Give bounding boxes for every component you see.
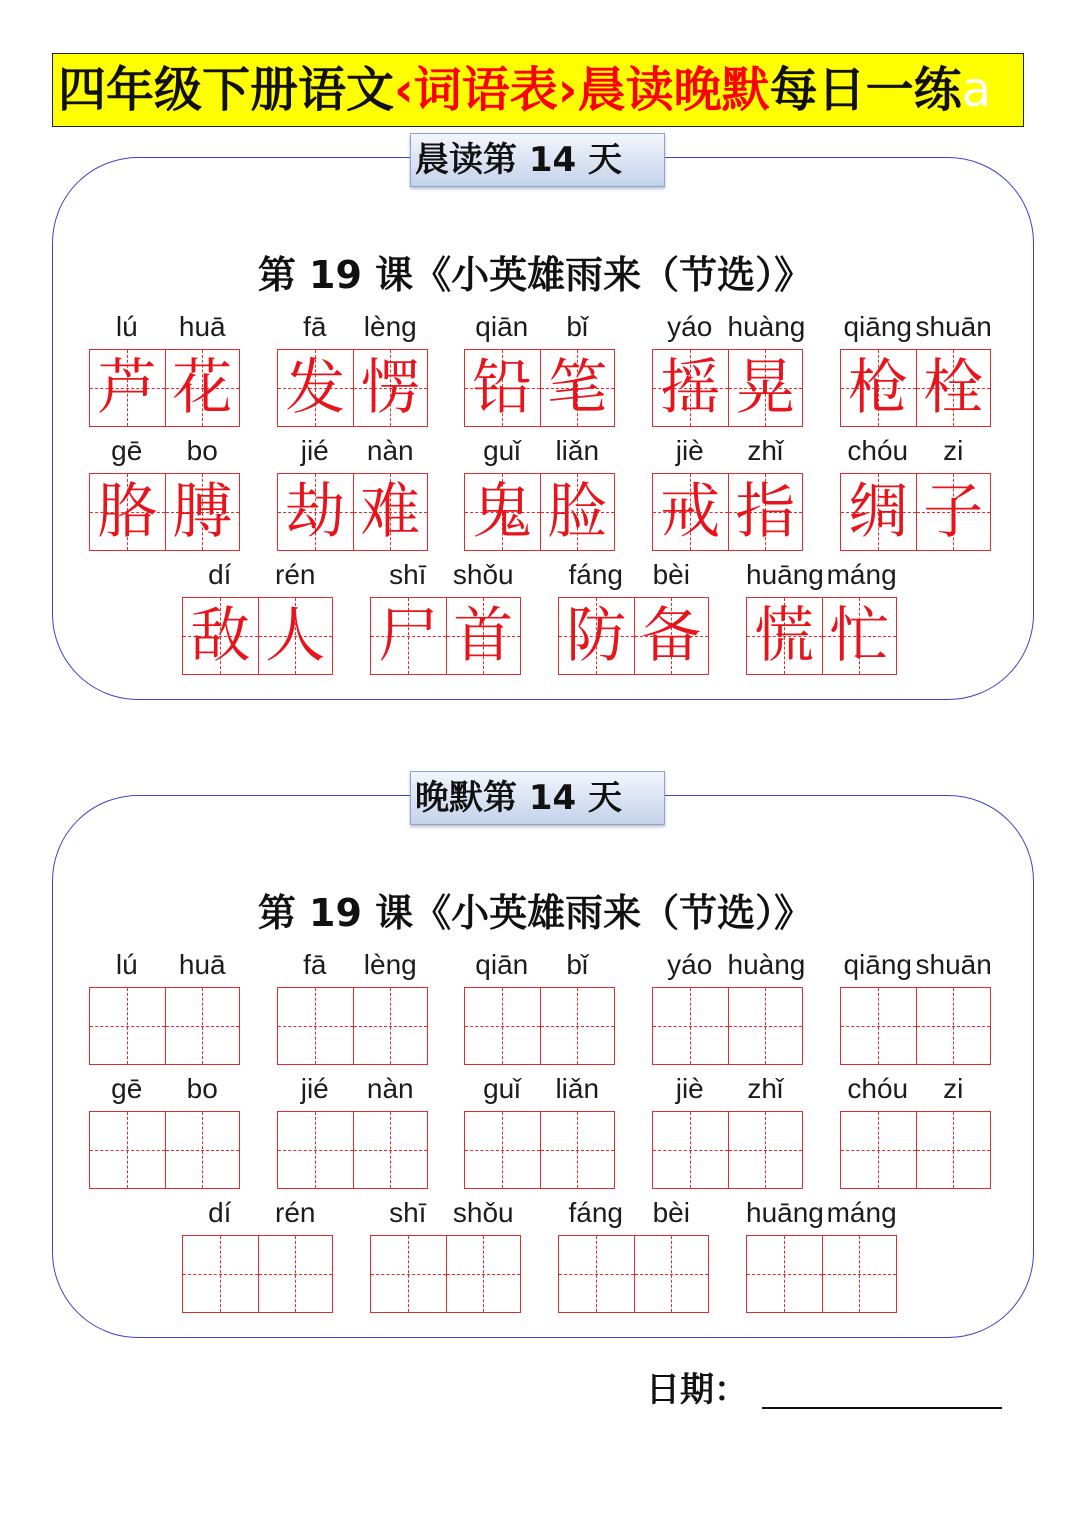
- pinyin-syllable: bo: [186, 435, 218, 466]
- tianzige-cell: [747, 1236, 822, 1312]
- tianzige-box: [746, 1235, 897, 1313]
- tianzige-box: [840, 349, 991, 427]
- page-banner: [52, 53, 1024, 127]
- hanzi-character: 发: [285, 353, 346, 423]
- tianzige-cell: [165, 1112, 240, 1188]
- tianzige-cell: [90, 1112, 165, 1188]
- hanzi-character: 劫: [285, 477, 346, 547]
- pinyin-syllable: chóu: [847, 435, 909, 466]
- tianzige-cell: [653, 350, 728, 426]
- tianzige-cell: [258, 598, 333, 674]
- tianzige-cell: [278, 1112, 353, 1188]
- pinyin-label: [89, 1073, 240, 1105]
- pinyin-syllable: shuān: [915, 311, 992, 342]
- word-item: [89, 949, 240, 1065]
- pinyin-label: [464, 311, 615, 343]
- pinyin-label: [182, 559, 333, 591]
- hanzi-character: 栓: [923, 353, 984, 423]
- tianzige-cell: [446, 598, 521, 674]
- hanzi-character: 防: [566, 601, 627, 671]
- hanzi-character: 花: [172, 353, 233, 423]
- tianzige-box: [370, 1235, 521, 1313]
- pinyin-label: [89, 435, 240, 467]
- tianzige-cell: [841, 350, 916, 426]
- tianzige-cell: [165, 350, 240, 426]
- word-item: [464, 949, 615, 1065]
- word-item: [277, 1073, 428, 1189]
- hanzi-character: 脸: [547, 477, 608, 547]
- tianzige-cell: [183, 1236, 258, 1312]
- pinyin-syllable: nàn: [366, 1073, 414, 1104]
- hanzi-character: 忙: [829, 601, 890, 671]
- tianzige-box: [464, 1111, 615, 1189]
- tianzige-box: [182, 1235, 333, 1313]
- section-tab: [410, 133, 665, 187]
- pinyin-label: [277, 311, 428, 343]
- pinyin-syllable: fáng: [568, 1197, 623, 1228]
- hanzi-character: 笔: [547, 353, 608, 423]
- pinyin-syllable: bǐ: [566, 311, 589, 342]
- pinyin-syllable: jié: [300, 435, 329, 466]
- word-grid: [0, 133, 1080, 703]
- pinyin-label: [652, 1073, 803, 1105]
- tianzige-cell: [540, 1112, 615, 1188]
- pinyin-label: [277, 435, 428, 467]
- pinyin-label: [558, 1197, 709, 1229]
- banner-title-tail: a: [961, 62, 992, 118]
- hanzi-character: 指: [735, 477, 796, 547]
- pinyin-label: [464, 435, 615, 467]
- hanzi-character: 戒: [660, 477, 721, 547]
- tianzige-cell: [371, 1236, 446, 1312]
- pinyin-syllable: huā: [178, 949, 226, 980]
- tianzige-cell: [183, 598, 258, 674]
- pinyin-syllable: lú: [115, 949, 138, 980]
- pinyin-label: [652, 435, 803, 467]
- tianzige-cell: [278, 988, 353, 1064]
- tianzige-box: [652, 987, 803, 1065]
- pinyin-syllable: lèng: [363, 311, 417, 342]
- hanzi-character: 晃: [735, 353, 796, 423]
- pinyin-syllable: fā: [303, 949, 327, 980]
- hanzi-character: 铅: [472, 353, 533, 423]
- pinyin-syllable: shī: [389, 559, 427, 590]
- tianzige-cell: [653, 988, 728, 1064]
- tianzige-cell: [841, 474, 916, 550]
- tianzige-box: [840, 473, 991, 551]
- pinyin-syllable: zhǐ: [747, 1073, 784, 1104]
- tianzige-cell: [728, 1112, 803, 1188]
- hanzi-character: 愣: [360, 353, 421, 423]
- tianzige-cell: [446, 1236, 521, 1312]
- pinyin-syllable: zi: [943, 435, 964, 466]
- pinyin-syllable: jiè: [675, 1073, 704, 1104]
- pinyin-label: [746, 1197, 897, 1229]
- hanzi-character: 鬼: [472, 477, 533, 547]
- tianzige-cell: [90, 474, 165, 550]
- hanzi-character: 慌: [754, 601, 815, 671]
- banner-title-part: 每日一练: [769, 62, 962, 118]
- tianzige-box: [277, 473, 428, 551]
- tianzige-cell: [634, 1236, 709, 1312]
- tianzige-cell: [353, 1112, 428, 1188]
- tianzige-box: [558, 1235, 709, 1313]
- lesson-title: 第 19 课《小英雄雨来（节选）》: [257, 891, 813, 935]
- pinyin-syllable: huàng: [727, 949, 806, 980]
- pinyin-syllable: bo: [186, 1073, 218, 1104]
- word-item: [746, 1197, 897, 1313]
- hanzi-character: 子: [923, 477, 984, 547]
- word-item: [652, 949, 806, 1065]
- word-item: [652, 1073, 803, 1189]
- word-item: [840, 311, 991, 427]
- word-item: [89, 1073, 240, 1189]
- tianzige-cell: [540, 474, 615, 550]
- tianzige-cell: [728, 350, 803, 426]
- pinyin-syllable: jiè: [675, 435, 704, 466]
- word-item: [370, 559, 521, 675]
- pinyin-syllable: huàng: [727, 311, 806, 342]
- pinyin-syllable: shǒu: [452, 1197, 514, 1228]
- tianzige-box: [89, 473, 240, 551]
- pinyin-syllable: gē: [111, 1073, 143, 1104]
- tianzige-cell: [916, 350, 991, 426]
- pinyin-syllable: huā: [178, 311, 226, 342]
- pinyin-syllable: yáo: [667, 311, 713, 342]
- word-grid: [0, 771, 1080, 1341]
- word-item: [558, 1197, 709, 1313]
- pinyin-syllable: zi: [943, 1073, 964, 1104]
- tianzige-box: [464, 349, 615, 427]
- pinyin-label: [464, 949, 615, 981]
- tianzige-cell: [747, 598, 822, 674]
- hanzi-character: 尸: [378, 601, 439, 671]
- tianzige-cell: [540, 350, 615, 426]
- word-item: [89, 435, 240, 551]
- pinyin-label: [370, 1197, 521, 1229]
- hanzi-character: 膊: [172, 477, 233, 547]
- tianzige-cell: [540, 988, 615, 1064]
- word-item: [840, 949, 991, 1065]
- word-item: [652, 435, 803, 551]
- tianzige-cell: [728, 474, 803, 550]
- tianzige-box: [652, 473, 803, 551]
- word-item: [89, 311, 240, 427]
- section-tab: [410, 771, 665, 825]
- tianzige-cell: [258, 1236, 333, 1312]
- word-item: [277, 311, 428, 427]
- pinyin-syllable: lèng: [363, 949, 417, 980]
- word-item: [464, 1073, 615, 1189]
- tianzige-cell: [916, 988, 991, 1064]
- tianzige-cell: [653, 474, 728, 550]
- pinyin-syllable: shǒu: [452, 559, 514, 590]
- word-item: [840, 435, 991, 551]
- tianzige-box: [652, 1111, 803, 1189]
- pinyin-syllable: guǐ: [483, 435, 521, 466]
- pinyin-label: [464, 1073, 615, 1105]
- tianzige-box: [464, 987, 615, 1065]
- pinyin-syllable: máng: [826, 1197, 897, 1228]
- pinyin-syllable: nàn: [366, 435, 414, 466]
- word-item: [746, 559, 897, 675]
- section-tab-label: 晚默第 14 天: [415, 778, 622, 818]
- hanzi-character: 人: [265, 601, 326, 671]
- pinyin-label: [840, 949, 991, 981]
- pinyin-syllable: fáng: [568, 559, 623, 590]
- date-blank-line: [762, 1407, 1002, 1409]
- section-tab-label: 晨读第 14 天: [415, 140, 622, 180]
- pinyin-label: [652, 311, 806, 343]
- pinyin-syllable: qiān: [475, 311, 529, 342]
- pinyin-syllable: liǎn: [555, 1073, 600, 1104]
- tianzige-cell: [278, 474, 353, 550]
- tianzige-box: [277, 349, 428, 427]
- hanzi-character: 摇: [660, 353, 721, 423]
- pinyin-label: [840, 1073, 991, 1105]
- word-item: [652, 311, 806, 427]
- tianzige-box: [840, 1111, 991, 1189]
- pinyin-syllable: máng: [826, 559, 897, 590]
- pinyin-syllable: rén: [275, 1197, 316, 1228]
- hanzi-character: 芦: [97, 353, 158, 423]
- tianzige-box: [652, 349, 803, 427]
- lesson-title: 第 19 课《小英雄雨来（节选）》: [257, 253, 813, 297]
- pinyin-syllable: huāng: [746, 559, 824, 590]
- word-item: [558, 559, 709, 675]
- pinyin-label: [370, 559, 521, 591]
- tianzige-cell: [353, 988, 428, 1064]
- banner-title-highlight: ‹词语表›晨读晚默: [394, 62, 770, 118]
- tianzige-cell: [465, 474, 540, 550]
- tianzige-box: [840, 987, 991, 1065]
- tianzige-box: [558, 597, 709, 675]
- tianzige-box: [277, 987, 428, 1065]
- pinyin-syllable: rén: [275, 559, 316, 590]
- tianzige-cell: [822, 598, 897, 674]
- pinyin-label: [840, 435, 991, 467]
- tianzige-cell: [634, 598, 709, 674]
- pinyin-label: [89, 311, 240, 343]
- pinyin-syllable: guǐ: [483, 1073, 521, 1104]
- tianzige-cell: [916, 1112, 991, 1188]
- pinyin-syllable: huāng: [746, 1197, 824, 1228]
- pinyin-syllable: zhǐ: [747, 435, 784, 466]
- tianzige-cell: [465, 1112, 540, 1188]
- pinyin-syllable: jié: [300, 1073, 329, 1104]
- pinyin-label: [746, 559, 897, 591]
- tianzige-cell: [559, 1236, 634, 1312]
- pinyin-label: [840, 311, 991, 343]
- tianzige-cell: [916, 474, 991, 550]
- tianzige-cell: [653, 1112, 728, 1188]
- pinyin-syllable: lú: [115, 311, 138, 342]
- pinyin-label: [277, 1073, 428, 1105]
- pinyin-label: [89, 949, 240, 981]
- tianzige-cell: [278, 350, 353, 426]
- pinyin-syllable: liǎn: [555, 435, 600, 466]
- tianzige-box: [89, 1111, 240, 1189]
- pinyin-syllable: bèi: [652, 1197, 690, 1228]
- tianzige-cell: [559, 598, 634, 674]
- pinyin-syllable: chóu: [847, 1073, 909, 1104]
- hanzi-character: 备: [641, 601, 702, 671]
- tianzige-box: [89, 349, 240, 427]
- pinyin-syllable: shuān: [915, 949, 992, 980]
- pinyin-label: [277, 949, 428, 981]
- tianzige-cell: [90, 988, 165, 1064]
- banner-title-part: 四年级下册语文: [58, 62, 395, 118]
- tianzige-cell: [822, 1236, 897, 1312]
- tianzige-box: [370, 597, 521, 675]
- tianzige-cell: [371, 598, 446, 674]
- word-item: [182, 1197, 333, 1313]
- tianzige-cell: [165, 988, 240, 1064]
- morning-reading-section: [0, 133, 1080, 703]
- pinyin-syllable: fā: [303, 311, 327, 342]
- hanzi-character: 首: [453, 601, 514, 671]
- pinyin-label: [182, 1197, 333, 1229]
- tianzige-cell: [841, 988, 916, 1064]
- tianzige-cell: [841, 1112, 916, 1188]
- hanzi-character: 绸: [848, 477, 909, 547]
- pinyin-syllable: gē: [111, 435, 143, 466]
- evening-dictation-section: [0, 771, 1080, 1341]
- word-item: [277, 435, 428, 551]
- pinyin-syllable: qiāng: [843, 949, 912, 980]
- pinyin-label: [652, 949, 806, 981]
- word-item: [370, 1197, 521, 1313]
- tianzige-cell: [465, 988, 540, 1064]
- tianzige-box: [746, 597, 897, 675]
- word-item: [464, 311, 615, 427]
- tianzige-box: [89, 987, 240, 1065]
- tianzige-cell: [465, 350, 540, 426]
- tianzige-cell: [353, 350, 428, 426]
- date-label: 日期：: [646, 1370, 748, 1410]
- word-item: [277, 949, 428, 1065]
- word-item: [840, 1073, 991, 1189]
- pinyin-syllable: dí: [208, 1197, 232, 1228]
- tianzige-cell: [90, 350, 165, 426]
- pinyin-syllable: dí: [208, 559, 232, 590]
- pinyin-syllable: shī: [389, 1197, 427, 1228]
- hanzi-character: 敌: [190, 601, 251, 671]
- hanzi-character: 枪: [848, 353, 909, 423]
- pinyin-syllable: qiān: [475, 949, 529, 980]
- pinyin-syllable: bǐ: [566, 949, 589, 980]
- tianzige-box: [277, 1111, 428, 1189]
- word-item: [464, 435, 615, 551]
- pinyin-label: [558, 559, 709, 591]
- pinyin-syllable: yáo: [667, 949, 713, 980]
- tianzige-cell: [353, 474, 428, 550]
- pinyin-syllable: bèi: [652, 559, 690, 590]
- tianzige-box: [464, 473, 615, 551]
- tianzige-box: [182, 597, 333, 675]
- hanzi-character: 难: [360, 477, 421, 547]
- tianzige-cell: [165, 474, 240, 550]
- hanzi-character: 胳: [97, 477, 158, 547]
- word-item: [182, 559, 333, 675]
- tianzige-cell: [728, 988, 803, 1064]
- pinyin-syllable: qiāng: [843, 311, 912, 342]
